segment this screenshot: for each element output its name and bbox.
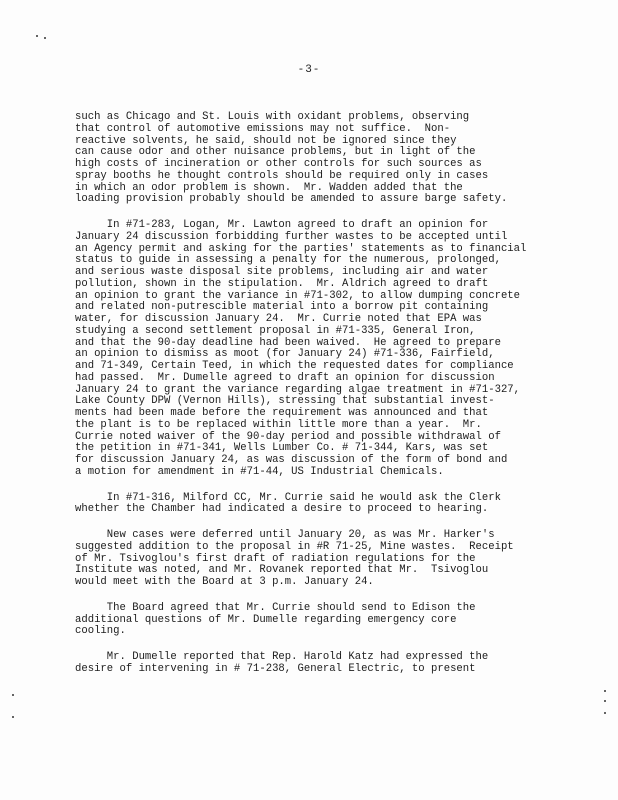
- text-line: and related non-putrescible material into a borrow pit containing: [75, 301, 489, 314]
- document-body: [75, 112, 545, 676]
- paragraph-case-assignments: [75, 220, 545, 479]
- text-line: and that the 90-day deadline had been waived. He agreed to prepare: [75, 336, 501, 349]
- text-line: New cases were deferred until January 20, as was Mr. Harker's: [75, 529, 495, 541]
- paragraph-edison: [75, 603, 545, 638]
- paragraph-katz: [75, 652, 545, 676]
- text-line: in which an odor problem is shown. Mr. Wadden added that the: [75, 181, 463, 194]
- text-line: reactive solvents, he said, should not be ignored since they: [75, 134, 457, 147]
- scan-speck: [12, 694, 14, 696]
- text-line: and 71-349, Certain Teed, in which the requested dates for compliance: [75, 360, 514, 372]
- text-line: loading provision probably should be amended to assure barge safety.: [75, 193, 508, 206]
- scan-speck: [604, 712, 606, 714]
- text-line: In #71-316, Milford CC, Mr. Currie said he would ask the Clerk: [75, 491, 501, 504]
- paragraph-milford: [75, 493, 545, 517]
- scan-speck: [12, 716, 14, 718]
- text-line: high costs of incineration or other controls for such sources as: [75, 158, 482, 170]
- text-line: cooling.: [75, 625, 126, 638]
- text-line: the petition in #71-341, Wells Lumber Co. # 71-344, Kars, was set: [75, 442, 489, 455]
- paragraph-air-pollution: [75, 112, 545, 206]
- text-line: Institute was noted, and Mr. Rovanek reported that Mr. Tsivoglou: [75, 564, 489, 577]
- text-line: Mr. Dumelle reported that Rep. Harold Katz had expressed the: [75, 651, 489, 663]
- scan-speck: [36, 35, 38, 37]
- text-line: January 24 to grant the variance regarding algae treatment in #71-327,: [75, 383, 521, 396]
- text-line: had passed. Mr. Dumelle agreed to draft an opinion for discussion: [75, 371, 495, 384]
- text-line: In #71-283, Logan, Mr. Lawton agreed to draft an opinion for: [75, 219, 489, 231]
- scan-speck: [44, 37, 46, 39]
- text-line: can cause odor and other nuisance problems, but in light of the: [75, 146, 476, 159]
- text-line: pollution, shown in the stipulation. Mr. Aldrich agreed to draft: [75, 277, 489, 290]
- text-line: for discussion January 24, as was discussion of the form of bond and: [75, 454, 508, 466]
- text-line: spray booths he thought controls should be required only in cases: [75, 169, 489, 182]
- text-line: an opinion to dismiss as moot (for January 24) #71-336, Fairfield,: [75, 348, 495, 361]
- text-line: status to guide in assessing a penalty for the numerous, prolonged,: [75, 254, 501, 267]
- scan-speck: [604, 690, 606, 692]
- text-line: and serious waste disposal site problems, including air and water: [75, 266, 489, 278]
- text-line: The Board agreed that Mr. Currie should send to Edison the: [75, 601, 476, 614]
- text-line: additional questions of Mr. Dumelle regarding emergency core: [75, 613, 457, 626]
- text-line: studying a second settlement proposal in #71-335, General Iron,: [75, 324, 476, 337]
- text-line: suggested addition to the proposal in #R 71-25, Mine wastes. Receipt: [75, 540, 514, 553]
- text-line: of Mr. Tsivoglou's first draft of radiation regulations for the: [75, 552, 476, 565]
- text-line: desire of intervening in # 71-238, General Electric, to present: [75, 662, 476, 675]
- text-line: such as Chicago and St. Louis with oxidant problems, observing: [75, 111, 470, 123]
- text-line: Lake County DPW (Vernon Hills), stressing that substantial invest-: [75, 395, 495, 408]
- text-line: whether the Chamber had indicated a desire to proceed to hearing.: [75, 503, 489, 516]
- text-line: the plant is to be replaced within little more than a year. Mr.: [75, 418, 482, 431]
- text-line: that control of automotive emissions may not suffice. Non-: [75, 122, 451, 135]
- text-line: an Agency permit and asking for the parties' statements as to financial: [75, 242, 527, 255]
- text-line: a motion for amendment in #71-44, US Industrial Chemicals.: [75, 465, 444, 478]
- text-line: an opinion to grant the variance in #71-302, to allow dumping concrete: [75, 289, 521, 302]
- scan-speck: [604, 700, 606, 702]
- text-line: Currie noted waiver of the 90-day period and possible withdrawal of: [75, 430, 501, 443]
- page-number: -3-: [297, 64, 321, 76]
- paragraph-new-cases: [75, 530, 545, 589]
- text-line: ments had been made before the requirement was announced and that: [75, 407, 489, 419]
- text-line: would meet with the Board at 3 p.m. January 24.: [75, 576, 374, 588]
- text-line: water, for discussion January 24. Mr. Currie noted that EPA was: [75, 313, 482, 325]
- text-line: January 24 discussion forbidding further wastes to be accepted until: [75, 230, 508, 243]
